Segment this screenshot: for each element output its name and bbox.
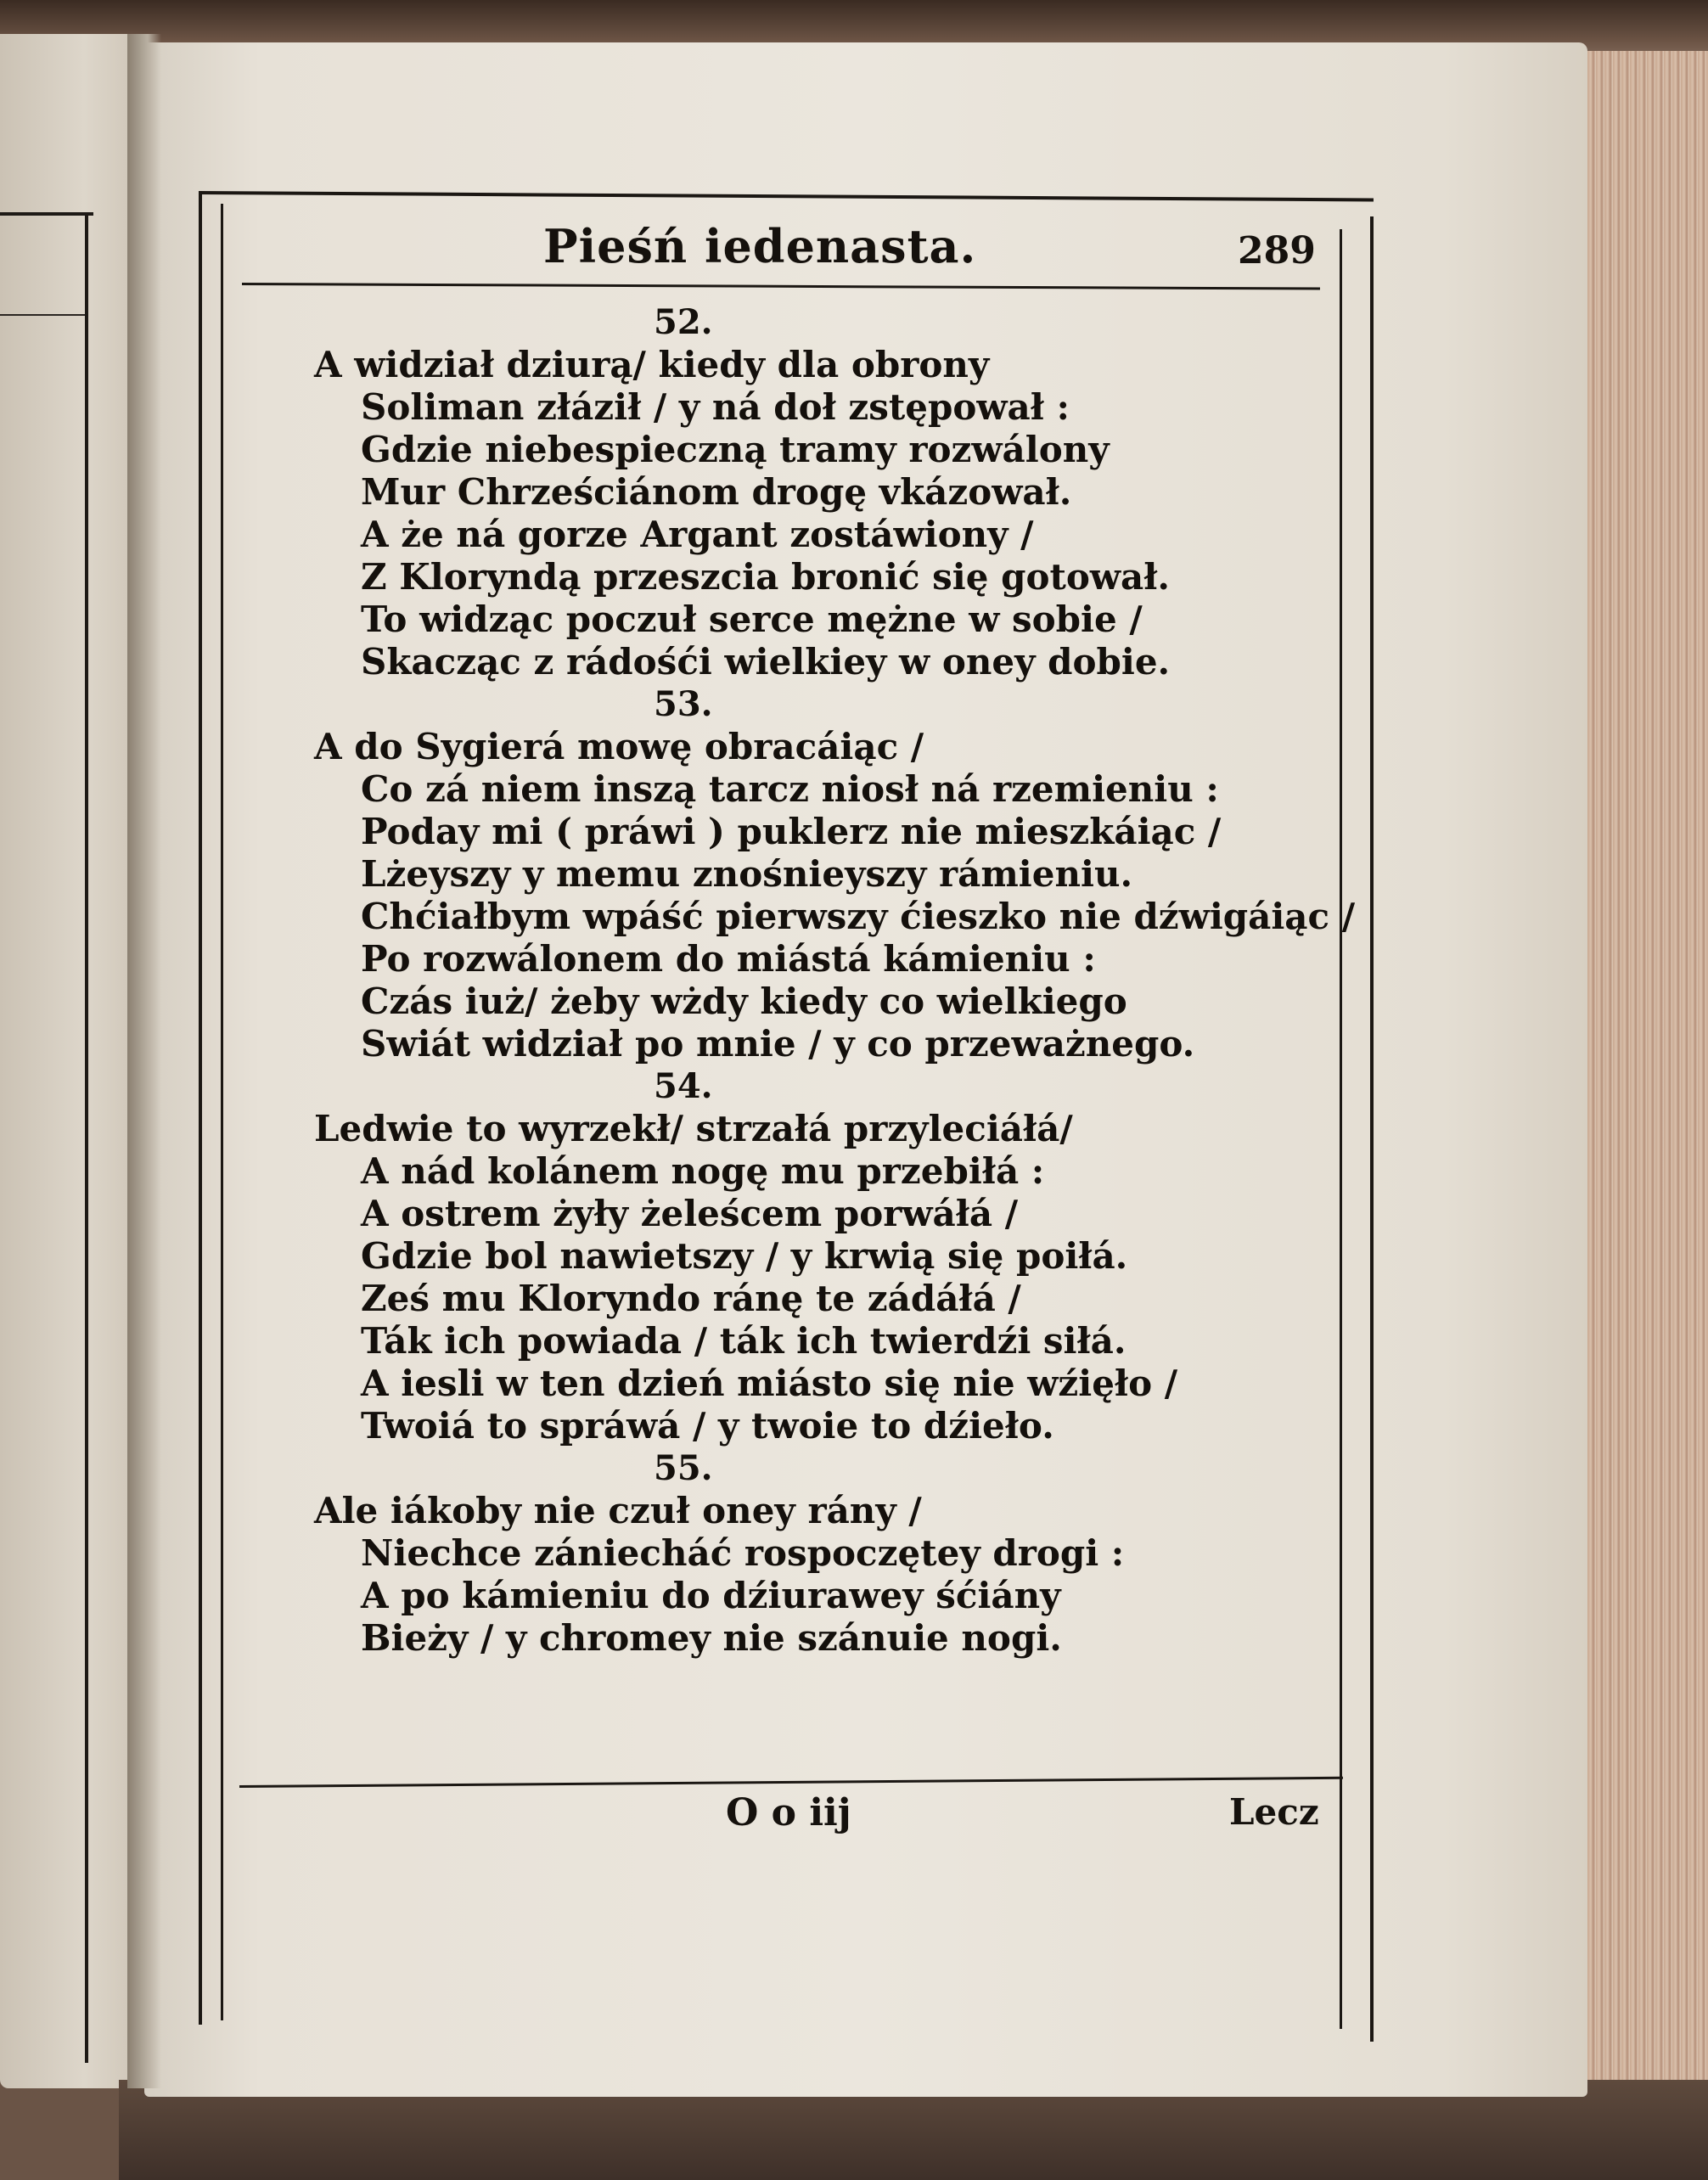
stanza-number: 52. (654, 302, 713, 342)
verse-line: A widział dziurą/ kiedy dla obrony (314, 344, 990, 385)
stanza (314, 301, 1333, 683)
verse-line: Ledwie to wyrzekł/ strzałá przyleciáłá/ (314, 1108, 1073, 1149)
previous-page-head-rule (0, 314, 85, 316)
verse-line: A ostrem żyły żeleścem porwáłá / (361, 1193, 1019, 1234)
fore-edge-pages (1579, 51, 1708, 2097)
verse-line: To widząc poczuł serce mężne w sobie / (361, 598, 1143, 640)
stanza-number: 54. (654, 1066, 713, 1106)
signature-mark: O o iij (726, 1791, 851, 1834)
stanza-number: 53. (654, 684, 713, 724)
previous-page-frame-rule (0, 212, 93, 216)
verse-line: Niechce zániecháć rospoczętey drogi : (361, 1532, 1125, 1574)
verse-line: Z Kloryndą przeszcia bronić się gotował. (361, 556, 1171, 598)
verse-line: Ale iákoby nie czuł oney rány / (314, 1490, 922, 1531)
verse-line: Bieży / y chromey nie szánuie nogi. (361, 1617, 1062, 1659)
verse-line: Chćiałbym wpáść pierwszy ćieszko nie dźwigáiąc / (361, 896, 1356, 937)
verse-line: Gdzie niebespieczną tramy rozwálony (361, 429, 1110, 470)
verse-line: Po rozwálonem do miástá kámieniu : (361, 938, 1096, 980)
verse-line: A nád kolánem nogę mu przebiłá : (361, 1150, 1045, 1192)
poem-text (314, 301, 1356, 1660)
verse-line: Ták ich powiada / ták ich twierdźi siłá. (361, 1320, 1126, 1362)
frame-right-outer-rule (1370, 216, 1374, 2042)
verse-line: A że ná gorze Argant zostáwiony / (361, 514, 1034, 555)
verse-line: Soliman złáził / y ná doł zstępował : (361, 386, 1070, 428)
page-number: 289 (1238, 229, 1316, 272)
verse-line: Co zá niem inszą tarcz niosł ná rzemieniu : (361, 768, 1219, 810)
verse-line: Skacząc z rádośći wielkiey w oney dobie. (361, 641, 1171, 683)
verse-line: Mur Chrześciánom drogę vkázował. (361, 471, 1072, 513)
frame-right-inner-rule (1340, 229, 1342, 2029)
stanza-number: 55. (654, 1448, 713, 1488)
gutter-shadow (127, 34, 161, 2088)
previous-page-edge (0, 34, 140, 2088)
verse-line: Twoiá to spráwá / y twoie to dźieło. (361, 1405, 1054, 1447)
running-head-title: Pieśń iedenasta. (543, 219, 977, 273)
verse-line: Czás iuż/ żeby wżdy kiedy co wielkiego (361, 980, 1127, 1022)
verse-line: Lżeyszy y memu znośnieyszy rámieniu. (361, 853, 1133, 895)
stanza (314, 683, 1356, 1065)
previous-page-side-rule (85, 212, 88, 2063)
verse-line: A po kámieniu do dźiurawey śćiány (361, 1575, 1061, 1616)
catchword: Lecz (1229, 1791, 1319, 1833)
verse-line: Ześ mu Kloryndo ránę te zádáłá / (361, 1278, 1021, 1319)
frame-left-inner-rule (221, 204, 223, 2020)
verse-line: Swiát widział po mnie / y co przeważnego. (361, 1023, 1195, 1065)
verse-line: A do Sygierá mowę obracáiąc / (314, 726, 924, 767)
stanza (314, 1447, 1333, 1660)
verse-line: Poday mi ( práwi ) puklerz nie mieszkáiąc / (361, 811, 1222, 852)
frame-left-outer-rule (199, 191, 202, 2025)
stanza (314, 1065, 1333, 1447)
verse-line: A iesli w ten dzień miásto się nie wźięło / (361, 1362, 1178, 1404)
verse-line: Gdzie bol nawietszy / y krwią się poiłá. (361, 1235, 1128, 1277)
